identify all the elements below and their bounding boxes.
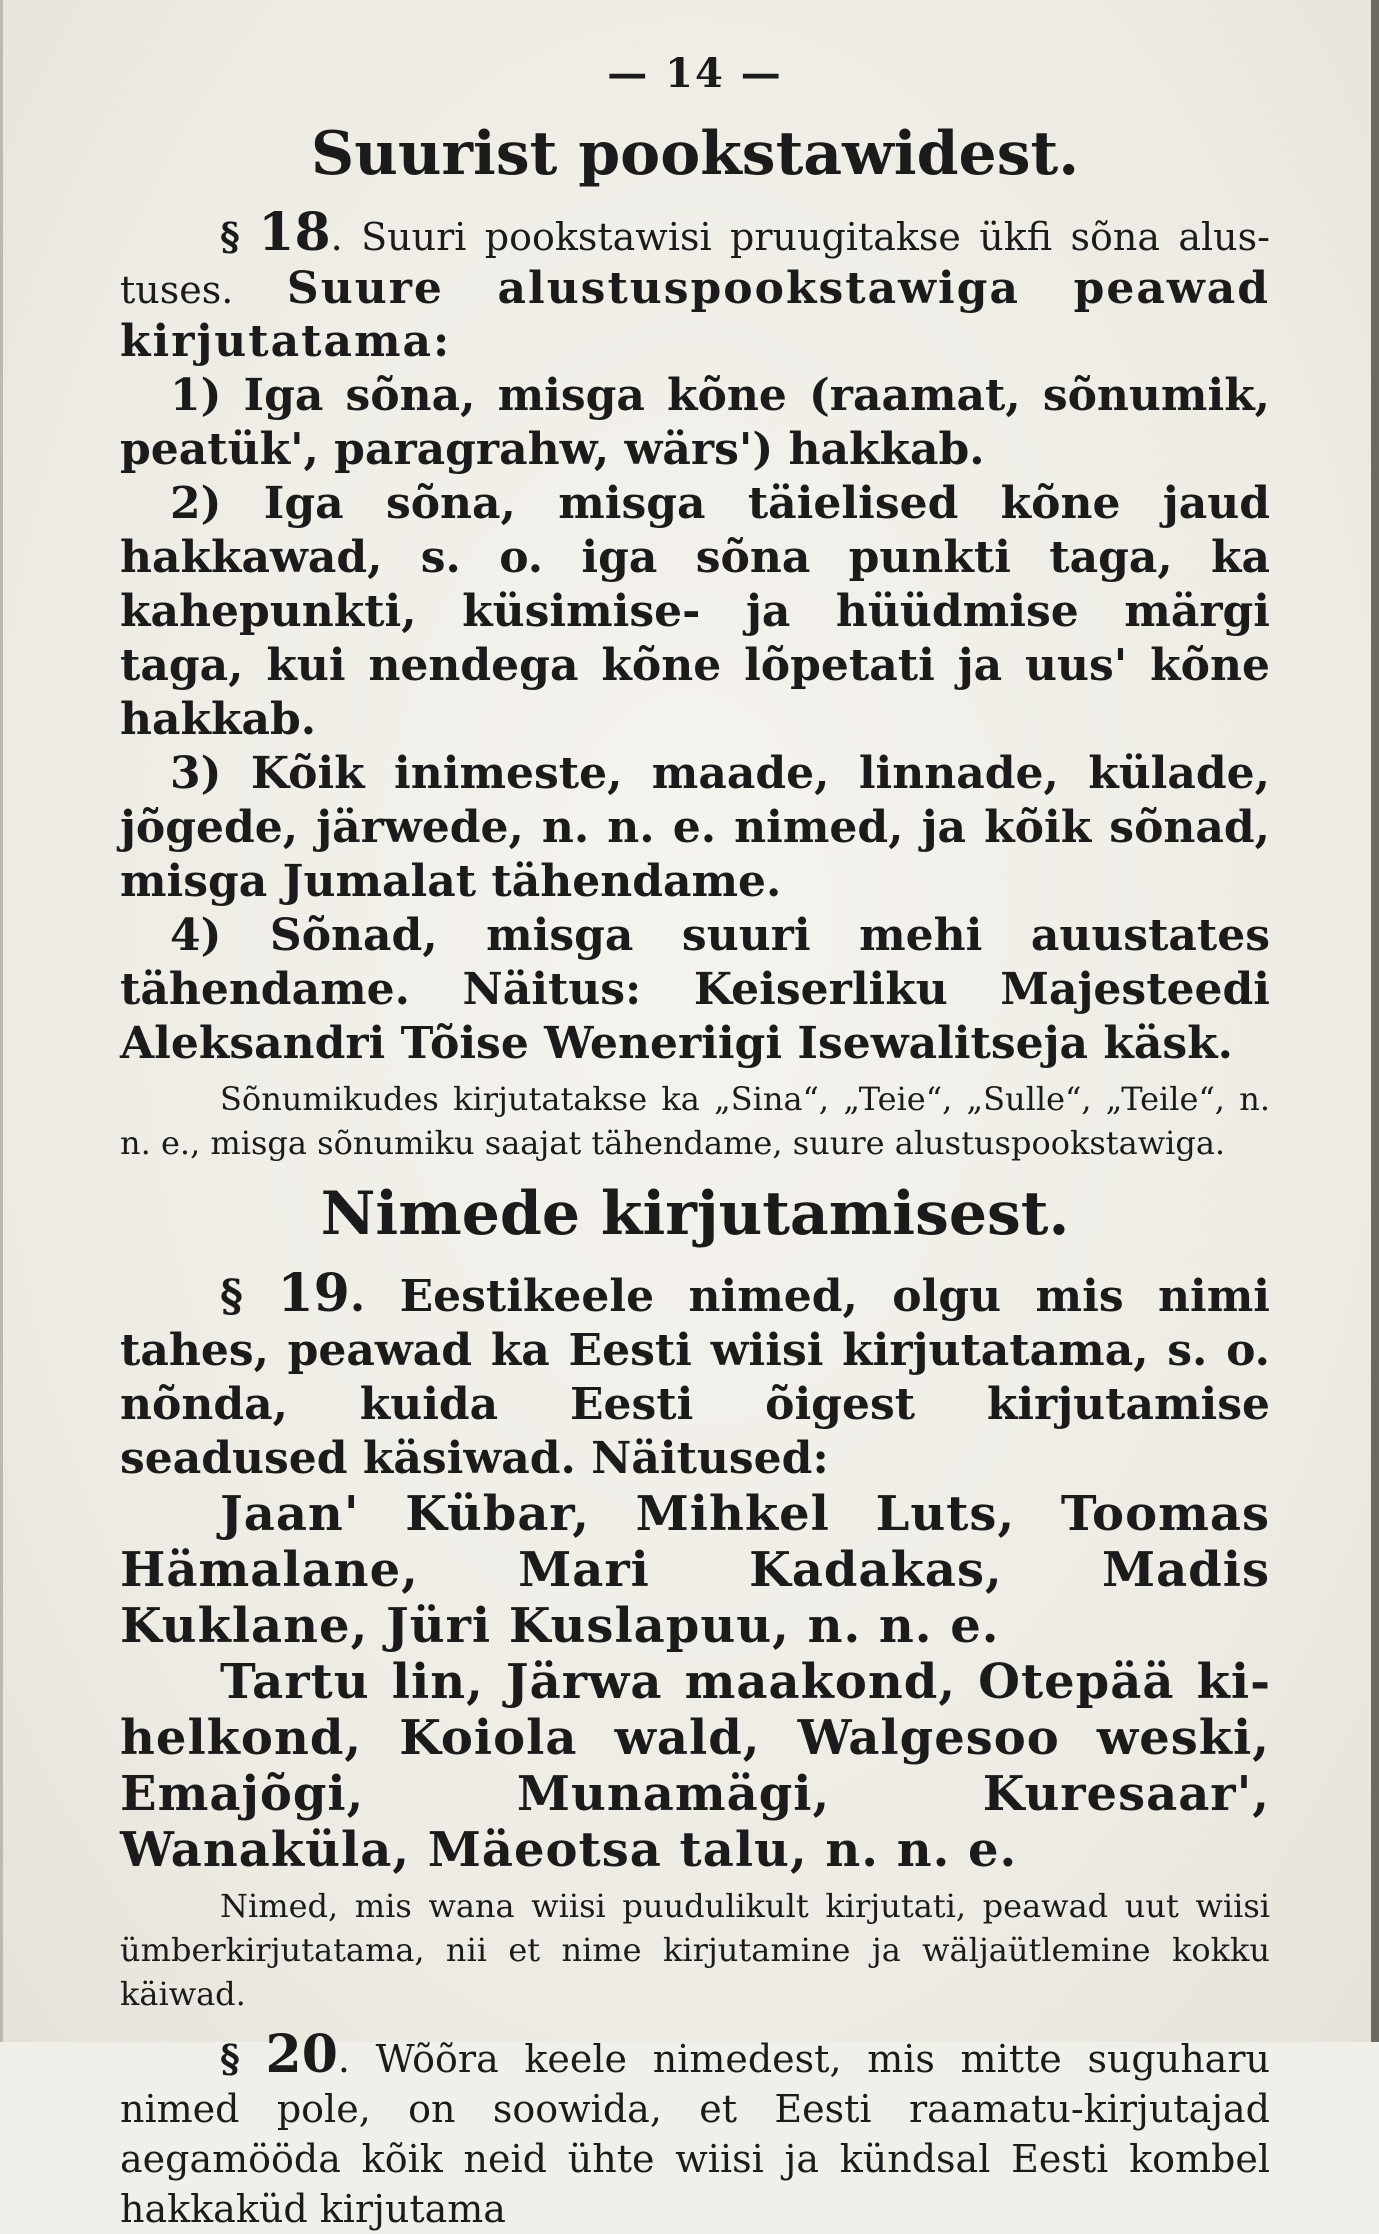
section-number: 19 [277,1263,350,1324]
section-heading-writing-names: Nimede kirjutamisest. [320,1179,1070,1249]
note-letters: Sõnumikudes kirjutatakse ka „Sina“, „Teie“, „Sulle“, „Teile“, n. n. e., misga sõnumiku saajat tähendame, suure alustuspookstawiga. [120,1080,1270,1162]
note-old-names: Nimed, mis wana wiisi puudulikult kirjutati, peawad uut wiisi ümberkirjutatama, nii et nime kirjutamine ja wäljaütlemine kokku käiwad. [120,1887,1270,2013]
section-18-lead: . Suuri pookstawisi pruugitakse ükfi sõna alustuses. [120,215,1270,312]
section-18-rule: Suure alustuspookstawiga peawad kirjutatama: [120,263,1270,367]
examples-personal-names: Jaan' Kübar, Mihkel Luts, Toomas Hämalane, Mari Kadakas, Madis Kuklane, Jüri Kuslapuu, n. n. e. [120,1486,1270,1654]
rule-item-4: 4) Sõnad, misga suuri mehi auustates tähendame. Näitus: Keiserliku Majesteedi Aleksandri Tõise Weneriigi Isewalitseja käsk. [120,910,1270,1069]
page-number: — 14 — [607,50,783,97]
section-number: 20 [265,2024,338,2085]
text-column [120,50,1270,2234]
rule-item-1: 1) Iga sõna, misga kõne (raamat, sõnumik, peatük', paragrahw, wärs') hakkab. [120,370,1270,475]
section-mark: § [220,2036,240,2081]
section-number: 18 [258,202,331,263]
examples-place-names: Tartu lin, Järwa maakond, Otepää kihelkond, Koiola wald, Walgesoo weski, Emajõgi, Munamägi, Kuresaar', Wanaküla, Mäeotsa talu, n. n. e. [120,1654,1270,1878]
scan-edge-right [1371,0,1379,2042]
section-heading-uppercase-letters: Suurist pookstawidest. [310,119,1080,189]
rule-item-2: 2) Iga sõna, misga täielised kõne jaud hakkawad, s. o. iga sõna punkti taga, ka kahepunkti, küsimise- ja hüüdmise märgi taga, kui nendega kõne lõpetati ja uus' kõne hakkab. [120,478,1270,745]
section-20-paragraph [120,2024,1270,2234]
scan-edge-left [0,0,3,2042]
section-19-text: . Eestikeele nimed, olgu mis nimi tahes, peawad ka Eesti wiisi kirjutatama, s. o. nõnda, kuida Eesti õigest kirjutamise seadused käsiwad. Näitused: [120,1271,1270,1484]
section-mark: § [220,214,240,259]
section-20-text: . Wõõra keele nimedest, mis mitte suguharu nimed pole, on soowida, et Eesti raamatu-kirjutajad aegamööda kõik neid ühte wiisi ja kündsal Eesti kombel hakkaküd kirjutama [120,2037,1270,2231]
section-19-paragraph [120,1263,1270,1486]
section-18-paragraph [120,202,1270,369]
rule-item-3: 3) Kõik inimeste, maade, linnade, külade, jõgede, järwede, n. n. e. nimed, ja kõik sõnad, misga Jumalat tähendame. [120,748,1270,907]
section-mark: § [220,1271,244,1322]
